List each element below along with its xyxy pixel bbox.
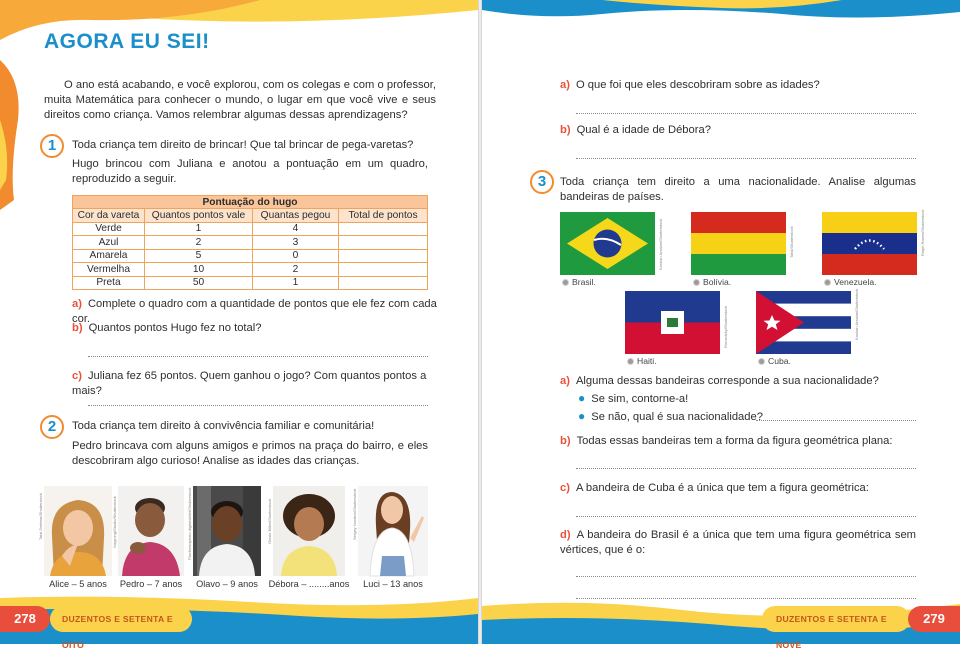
q1c-answer-line[interactable] (88, 405, 428, 406)
table-cell: 1 (145, 222, 253, 236)
page-footer-label: DUZENTOS E SETENTA E NOVE (762, 606, 910, 632)
flag-brazil[interactable] (560, 212, 655, 275)
table-cell: Amarela (73, 249, 145, 263)
q2-text-1: Toda criança tem direito à convivência familiar e comunitária! (72, 420, 375, 432)
q1b-answer-line[interactable] (88, 356, 428, 357)
credit-dot-icon (693, 279, 700, 286)
q3d-answer-line[interactable] (576, 576, 916, 577)
boy-illustration (193, 486, 261, 576)
q3d-letter: d) (560, 529, 571, 541)
kid-caption: Pedro – 7 anos (119, 579, 183, 589)
q3c-answer-line[interactable] (576, 516, 916, 517)
flag-name: Cuba. (768, 356, 791, 366)
table-answer-cell[interactable] (339, 263, 428, 277)
q3a-answer-line[interactable] (756, 420, 916, 421)
flag-credit: Kashan Arsalan/Shutterstock (854, 288, 859, 340)
kid-caption: Alice – 5 anos (49, 579, 107, 589)
q2a (560, 78, 920, 93)
flag-caption-cuba (758, 356, 791, 366)
flag-cuba[interactable] (756, 291, 851, 354)
q1-text-1: Toda criança tem direito de brincar! Que tal brincar de pega-varetas? (72, 139, 414, 151)
intro-text: O ano está acabando, e você explorou, com os colegas e com o professor, muita Matemática para conhecer o mundo, o lugar em que você vive e seus direitos como criança. Vamos relembrar algumas dessas aprendizagens? (44, 79, 436, 122)
credit-dot-icon (562, 279, 569, 286)
q1c-text: Juliana fez 65 pontos. Quem ganhou o jogo? Com quantos pontos a mais? (72, 370, 427, 398)
q2b-text: Qual é a idade de Débora? (576, 124, 711, 136)
q2b-answer-line[interactable] (576, 158, 916, 159)
photo-credit: Pixelheadphoto digitalskillet/Shutterstock (187, 487, 192, 560)
flag-name: Haiti. (637, 356, 657, 366)
table-cell: 2 (145, 236, 253, 250)
bullet-text: Se não, qual é sua nacionalidade? (591, 411, 763, 423)
photo-credit: Tatsi Dettmar/Shutterstock (38, 493, 43, 540)
q3a-bullet-2 (578, 409, 918, 425)
flag-caption-haiti (627, 356, 657, 366)
table-cell: 50 (145, 276, 253, 290)
table-cell: Azul (73, 236, 145, 250)
flag-credit: Kashan Arsalan/Shutterstock (658, 218, 663, 270)
page-title: AGORA EU SEI! (44, 30, 210, 53)
table-header: Quantos pontos vale (145, 209, 253, 223)
question-number-1: 1 (40, 134, 64, 158)
q1c (72, 369, 442, 399)
q3a-bullet-1 (578, 391, 918, 407)
table-cell: 0 (253, 249, 339, 263)
page-number: 278 (0, 606, 50, 632)
flag-haiti[interactable] (625, 291, 720, 354)
q2a-letter: a) (560, 79, 570, 91)
q3d-text: A bandeira do Brasil é a única que tem uma figura geométrica sem vértices, que é o: (560, 529, 916, 557)
flag-credit: Rorozdzky/Shutterstock (723, 305, 728, 348)
haiti-flag-icon (625, 291, 720, 354)
bullet-icon: ● (578, 391, 586, 405)
right-page (482, 0, 960, 650)
table-cell: Preta (73, 276, 145, 290)
photo-credit: Olesia Bilkei/Shutterstock (267, 498, 272, 544)
flag-name: Bolívia. (703, 277, 732, 287)
q3b-letter: b) (560, 435, 571, 447)
q1a-letter: a) (72, 298, 82, 310)
q3c-text: A bandeira de Cuba é a única que tem a figura geométrica: (575, 482, 869, 494)
photo-credit: Sergey Novikov/Shutterstock (352, 488, 357, 540)
flag-name: Venezuela. (834, 277, 877, 287)
q2-text-2: Pedro brincava com alguns amigos e primos na praça do bairro, e eles descobriram algo curioso! Analise as idades das crianças. (72, 440, 428, 468)
table-answer-cell[interactable] (339, 249, 428, 263)
question-number-2: 2 (40, 415, 64, 439)
photo-luci (358, 486, 428, 576)
credit-dot-icon (824, 279, 831, 286)
flag-caption-venezuela (824, 277, 877, 287)
left-page (0, 0, 478, 650)
brazil-flag-icon (560, 212, 655, 275)
table-header: Quantas pegou (253, 209, 339, 223)
q2a-text: O que foi que eles descobriram sobre as idades? (575, 79, 820, 91)
table-row (73, 263, 428, 277)
q2b (560, 123, 920, 138)
table-row (73, 222, 428, 236)
q2b-letter: b) (560, 124, 571, 136)
bolivia-flag-icon (691, 212, 786, 275)
photo-olavo (193, 486, 261, 576)
flag-credit: Tatsi/Shutterstock (789, 226, 794, 258)
girl-illustration (44, 486, 112, 576)
q3b (560, 434, 920, 449)
table-row (73, 236, 428, 250)
q3a (560, 374, 920, 389)
q2a-answer-line[interactable] (576, 113, 916, 114)
photo-alice (44, 486, 112, 576)
photo-pedro (118, 486, 184, 576)
table-header: Total de pontos (339, 209, 428, 223)
kid-caption: Luci – 13 anos (363, 579, 423, 589)
q3d (560, 528, 916, 558)
q3d-answer-line-2[interactable] (576, 598, 916, 599)
table-caption: Pontuação do hugo (73, 196, 428, 209)
flag-bolivia[interactable] (691, 212, 786, 275)
flag-credit: Ralph Raven/Shutterstock (920, 209, 925, 256)
table-cell: 5 (145, 249, 253, 263)
girl-illustration (358, 486, 428, 576)
venezuela-flag-icon (822, 212, 917, 275)
q3a-letter: a) (560, 375, 570, 387)
q1c-letter: c) (72, 370, 82, 382)
table-row (73, 249, 428, 263)
q3b-text: Todas essas bandeiras tem a forma da figura geométrica plana: (576, 435, 893, 447)
table-cell: 2 (253, 263, 339, 277)
bullet-text: Se sim, contorne-a! (591, 393, 689, 405)
q3c-letter: c) (560, 482, 570, 494)
photo-debora (273, 486, 345, 576)
q3a-text: Alguma dessas bandeiras corresponde a sua nacionalidade? (575, 375, 879, 387)
table-cell: Vermelha (73, 263, 145, 277)
q3b-answer-line[interactable] (576, 468, 916, 469)
bullet-icon: ● (578, 409, 586, 423)
table-cell: Verde (73, 222, 145, 236)
page-footer-label: DUZENTOS E SETENTA E OITO (50, 606, 192, 632)
table-row (73, 276, 428, 290)
table-cell: 10 (145, 263, 253, 277)
q1a-text: Complete o quadro com a quantidade de pontos que ele fez com cada cor. (72, 298, 437, 326)
score-table (72, 195, 428, 290)
q1b-text: Quantos pontos Hugo fez no total? (88, 322, 262, 334)
page-number: 279 (908, 606, 960, 632)
q3c (560, 481, 920, 496)
credit-dot-icon (758, 358, 765, 365)
credit-dot-icon (627, 358, 634, 365)
kid-caption: Débora – ........anos (268, 579, 350, 589)
table-answer-cell[interactable] (339, 222, 428, 236)
boy-illustration (118, 486, 184, 576)
q1b-letter: b) (72, 322, 83, 334)
table-cell: 4 (253, 222, 339, 236)
table-answer-cell[interactable] (339, 236, 428, 250)
question-number-3: 3 (530, 170, 554, 194)
flag-caption-bolivia (693, 277, 731, 287)
flag-venezuela[interactable] (822, 212, 917, 275)
table-header-row (73, 209, 428, 223)
table-header: Cor da vareta (73, 209, 145, 223)
flag-caption-brazil (562, 277, 596, 287)
table-cell: 3 (253, 236, 339, 250)
table-cell: 1 (253, 276, 339, 290)
q1-text-2: Hugo brincou com Juliana e anotou a pontuação em um quadro, reproduzido a seguir. (72, 158, 428, 186)
girl-illustration (273, 486, 345, 576)
cuba-flag-icon (756, 291, 851, 354)
flag-name: Brasil. (572, 277, 596, 287)
photo-credit: Naypong/Studio/Shutterstock (112, 496, 117, 548)
table-answer-cell[interactable] (339, 276, 428, 290)
kid-caption: Olavo – 9 anos (196, 579, 258, 589)
q1b (72, 321, 442, 336)
q3-text: Toda criança tem direito a uma nacionalidade. Analise algumas bandeiras de países. (560, 176, 916, 204)
